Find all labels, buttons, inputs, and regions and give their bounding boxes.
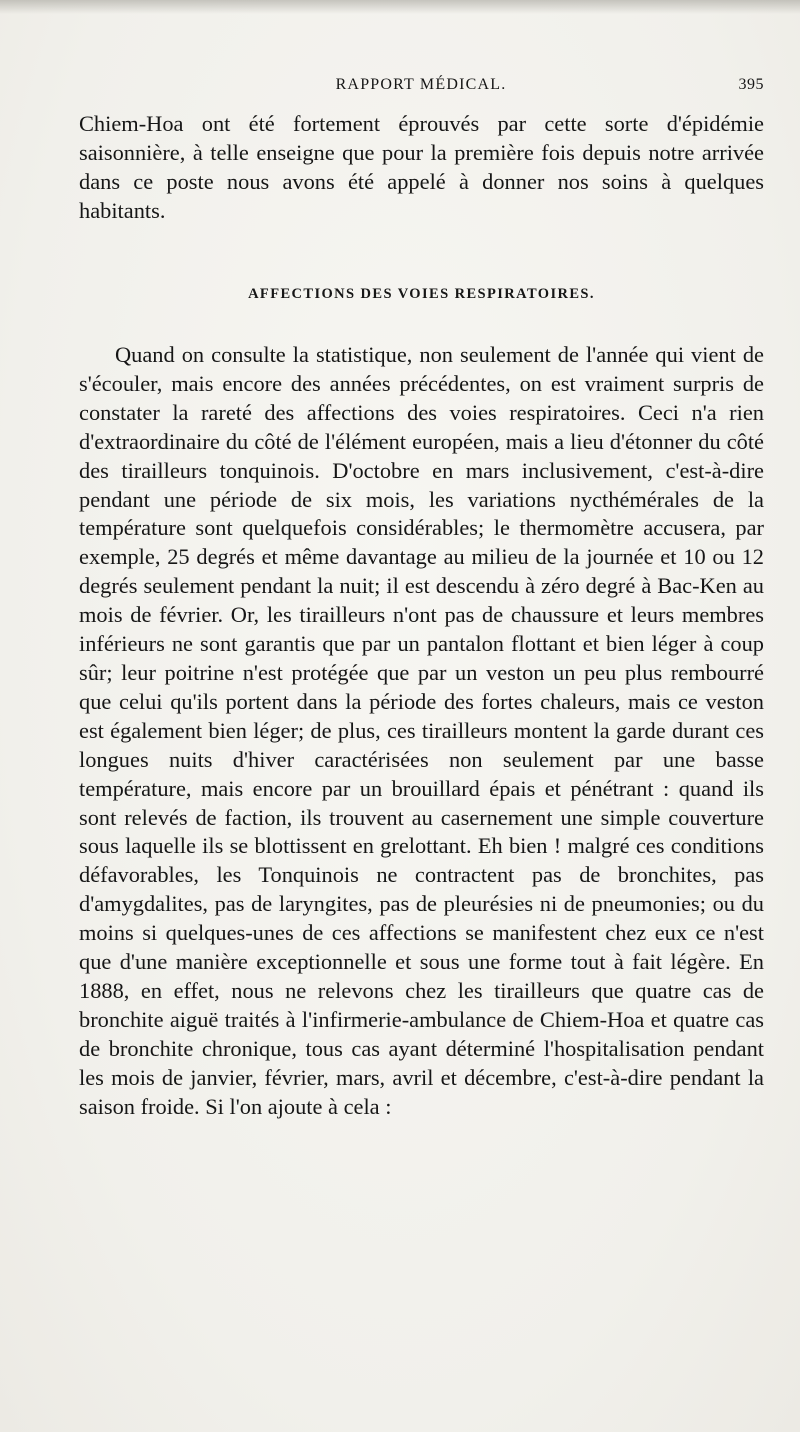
page-number: 395 — [738, 76, 764, 93]
running-head: RAPPORT MÉDICAL. — [335, 76, 507, 93]
paragraph-text: Chiem-Hoa ont été fortement éprouvés par cette sorte d'épidémie saisonnière, à telle enseigne que pour la première fois depuis notre arrivée dans ce poste nous avons été appelé à donner nos soins à quelques habitants. — [79, 111, 764, 223]
continued-paragraph — [79, 110, 764, 226]
main-paragraph — [79, 341, 764, 1121]
page-header — [78, 74, 764, 96]
section-title: AFFECTIONS DES VOIES RESPIRATOIRES. — [248, 286, 595, 302]
page-edge-shadow — [0, 0, 800, 14]
paragraph-text: Quand on consulte la statistique, non seulement de l'année qui vient de s'écouler, mais encore des années précédentes, on est vraiment surpris de constater la rareté des affections des voies respiratoires. Ceci n'a rien d'extraordinaire du côté de l'élément européen, mais a lieu d'étonner du côté des tirailleurs tonquinois. D'octobre en mars inclusivement, c'est-à-dire pendant une période de six mois, les variations nycthémérales de la température sont quelquefois considérables; le thermomètre accusera, par exemple, 25 degrés et même davantage au milieu de la journée et 10 ou 12 degrés seulement pendant la nuit; il est descendu à zéro degré à Bac-Ken au mois de février. Or, les tirailleurs n'ont pas de chaussure et leurs membres inférieurs ne sont garantis que par un pantalon flottant et bien léger à coup sûr; leur poitrine n'est protégée que par un veston un peu plus rembourré que celui qu'ils portent dans la période des fortes chaleurs, mais ce veston est également bien léger; de plus, ces tirailleurs montent la garde durant ces longues nuits d'hiver caractérisées non seulement par une basse température, mais encore par un brouillard épais et pénétrant : quand ils sont relevés de faction, ils trouvent au casernement une simple couverture sous laquelle ils se blottissent en grelottant. Eh bien ! malgré ces conditions défavorables, les Tonquinois ne contractent pas de bronchites, pas d'amygdalites, pas de laryngites, pas de pleurésies ni de pneumonies; ou du moins si quelques-unes de ces affections se manifestent chez eux ce n'est que d'une manière exceptionnelle et sous une forme tout à fait légère. En 1888, en effet, nous ne relevons chez les tirailleurs que quatre cas de bronchite aiguë traités à l'infirmerie-ambulance de Chiem-Hoa et quatre cas de bronchite chronique, tous cas ayant déterminé l'hospitalisation pendant les mois de janvier, février, mars, avril et décembre, c'est-à-dire pendant la saison froide. Si l'on ajoute à cela : — [79, 342, 764, 1119]
